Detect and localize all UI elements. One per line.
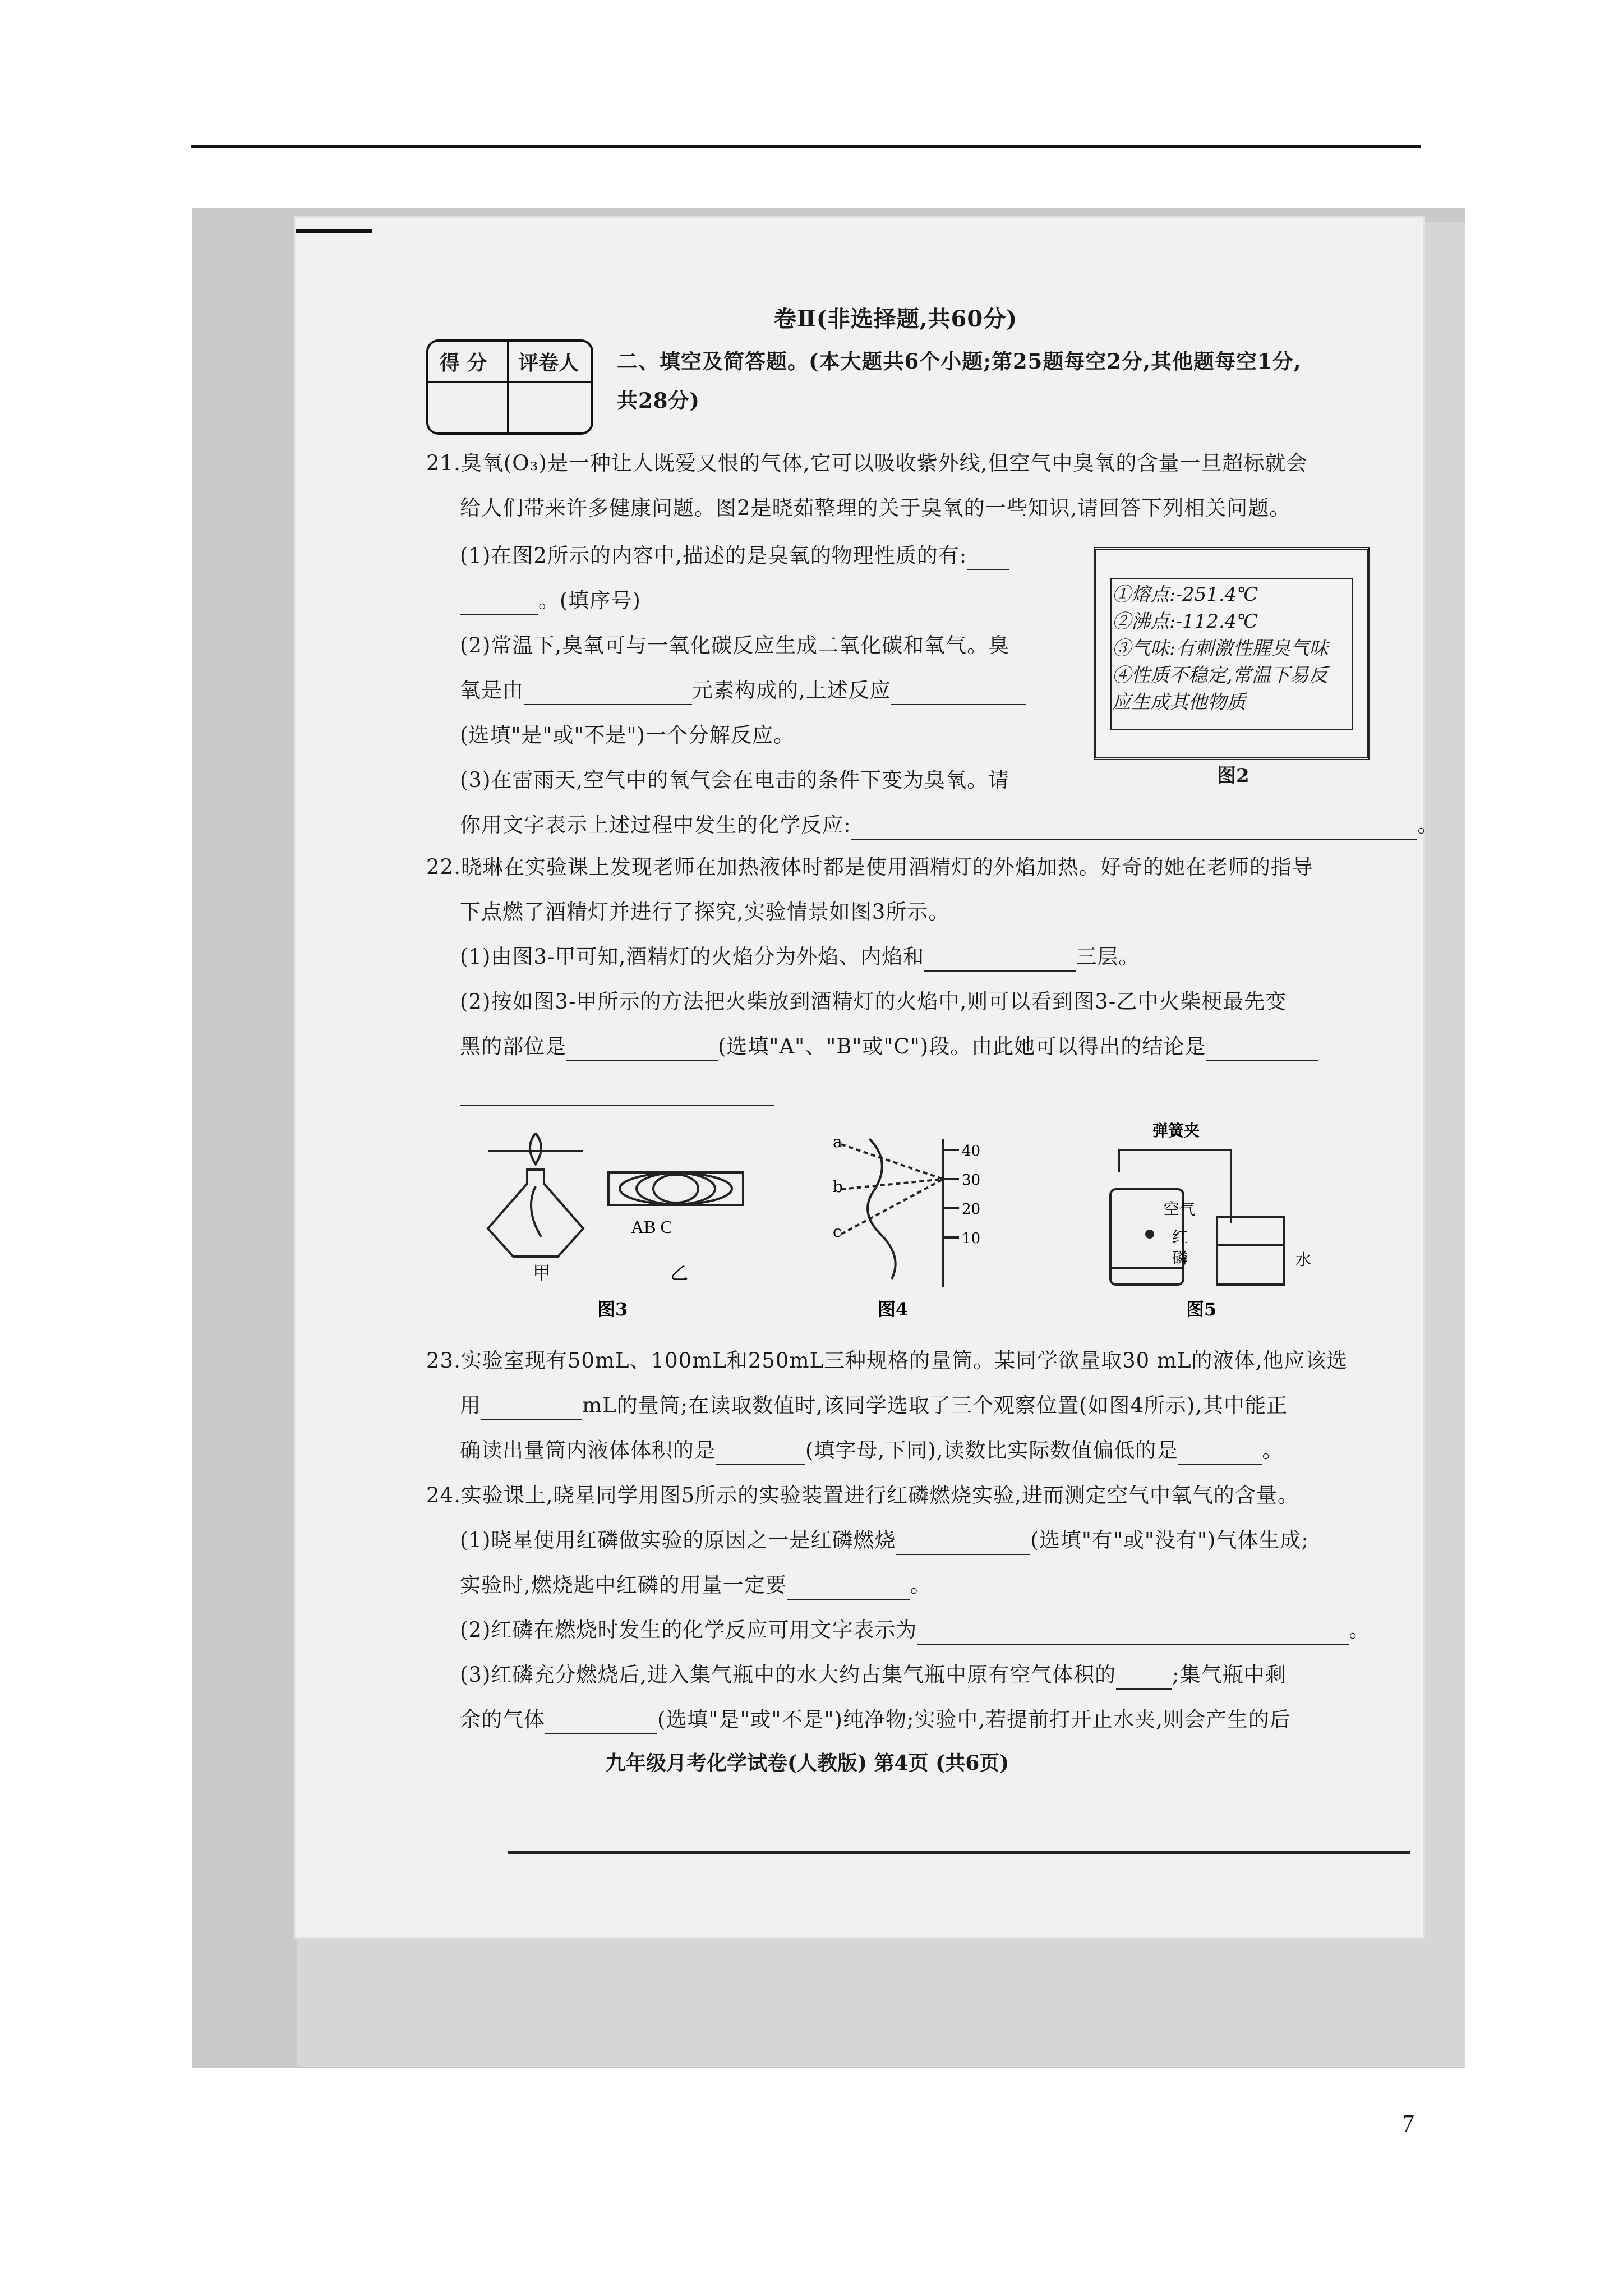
fig2-item4: ④性质不稳定,常温下易反 [1112,664,1328,687]
figure5-apparatus [1110,1150,1284,1285]
q23-line2: 用 mL的量筒;在读取数值时,该同学选取了三个观察位置(如图4所示),其中能正 [460,1391,1288,1420]
figure3-match [608,1172,743,1205]
q21-line3: (1)在图2所示的内容中,描述的是臭氧的物理性质的有: [460,541,1009,570]
section-title: 卷Ⅱ(非选择题,共60分) [774,306,1018,332]
q23-line1: 23.实验室现有50mL、100mL和250mL三种规格的量筒。某同学欲量取30 mL的液体,他应该选 [426,1349,1348,1373]
q22-line2: 下点燃了酒精灯并进行了探究,实验情景如图3所示。 [460,900,950,924]
fig2-item1: ①熔点:-251.4℃ [1112,583,1258,606]
q21-line1: 21.臭氧(O₃)是一种让人既爱又恨的气体,它可以吸收紫外线,但空气中臭氧的含量一旦超标就会 [426,451,1308,475]
q24-line1: 24.实验课上,晓星同学用图5所示的实验装置进行红磷燃烧实验,进而测定空气中氧气的含量。 [426,1483,1299,1507]
fig4-tick-20: 20 [962,1201,981,1218]
fig5-clamp: 弹簧夹 [1152,1121,1200,1140]
figures-row [471,1116,1413,1335]
q24-line5: (3)红磷充分燃烧后,进入集气瓶中的水大约占集气瓶中原有空气体积的 ;集气瓶中剩 [460,1660,1287,1690]
q24-line2: (1)晓星使用红磷做实验的原因之一是红磷燃烧 (选填"有"或"没有")气体生成; [460,1526,1309,1555]
fig4-label-c: c [833,1222,842,1241]
q24-line6: 余的气体 (选填"是"或"不是")纯净物;实验中,若提前打开止水夹,则会产生的后 [460,1705,1291,1734]
q22-line6 [460,1077,774,1106]
q22-line5: 黑的部位是 (选填"A"、"B"或"C")段。由此她可以得出的结论是 [460,1032,1318,1061]
fig2-item5: 应生成其他物质 [1112,691,1246,714]
q22-line3: (1)由图3-甲可知,酒精灯的火焰分为外焰、内焰和 三层。 [460,942,1140,972]
fig5-phosphorus: 磷 [1172,1249,1188,1267]
score-box [426,339,593,435]
q21-line7: (选填"是"或"不是")一个分解反应。 [460,723,795,747]
part-heading-cont: 共28分) [617,388,700,413]
paper-edge [508,1851,1410,1854]
figure3-lamp [488,1133,583,1257]
q21-line6: 氧是由 元素构成的,上述反应 [460,676,1026,705]
fig4-tick-10: 10 [962,1230,981,1247]
fig3-label-jia: 甲 [533,1262,551,1283]
fig4-tick-40: 40 [962,1143,981,1159]
q22-line1: 22.晓琳在实验课上发现老师在加热液体时都是使用酒精灯的外焰加热。好奇的她在老师的指导 [426,855,1313,879]
page-footer: 九年级月考化学试卷(人教版) 第4页 (共6页) [606,1751,1009,1775]
fig4-caption: 图4 [878,1299,909,1320]
fig2-item2: ②沸点:-112.4℃ [1112,610,1258,633]
q24-line3: 实验时,燃烧匙中红磷的用量一定要 。 [460,1571,932,1600]
q23-line3: 确读出量筒内液体体积的是 (填字母,下同),读数比实际数值偏低的是 。 [460,1436,1283,1465]
q24-line4: (2)红磷在燃烧时发生的化学反应可用文字表示为 。 [460,1616,1370,1645]
score-label: 得 分 [440,351,487,375]
fig4-tick-30: 30 [962,1172,981,1189]
fig3-segments: AB C [631,1217,672,1237]
figure2-caption: 图2 [1217,765,1249,787]
q21-line2: 给人们带来许多健康问题。图2是晓茹整理的关于臭氧的一些知识,请回答下列相关问题。 [460,496,1291,520]
grader-label: 评卷人 [518,351,579,375]
q21-line9: 你用文字表示上述过程中发生的化学反应: 。 [460,811,1438,840]
fig2-item3: ③气味:有刺激性腥臭气味 [1112,637,1329,660]
fig4-label-b: b [833,1177,843,1196]
fig3-caption: 图3 [597,1299,628,1320]
fig5-air: 空气 [1164,1200,1196,1218]
fig3-label-yi: 乙 [670,1262,689,1283]
figure2-box [1094,547,1370,760]
corner-mark [296,229,372,233]
top-rule [191,145,1421,148]
fig5-water: 水 [1295,1250,1312,1269]
page-number: 7 [1402,2110,1414,2137]
fig5-red: 红 [1172,1228,1188,1246]
q22-line4: (2)按如图3-甲所示的方法把火柴放到酒精灯的火焰中,则可以看到图3-乙中火柴梗最先变 [460,990,1287,1014]
fig5-caption: 图5 [1186,1299,1217,1320]
q21-line4: 。(填序号) [460,586,641,615]
fig4-label-a: a [833,1133,842,1151]
figure4-cylinder [841,1139,959,1287]
q21-line5: (2)常温下,臭氧可与一氧化碳反应生成二氧化碳和氧气。臭 [460,633,1010,657]
part-heading: 二、填空及简答题。(本大题共6个小题;第25题每空2分,其他题每空1分, [617,349,1302,374]
q21-line8: (3)在雷雨天,空气中的氧气会在电击的条件下变为臭氧。请 [460,768,1010,792]
